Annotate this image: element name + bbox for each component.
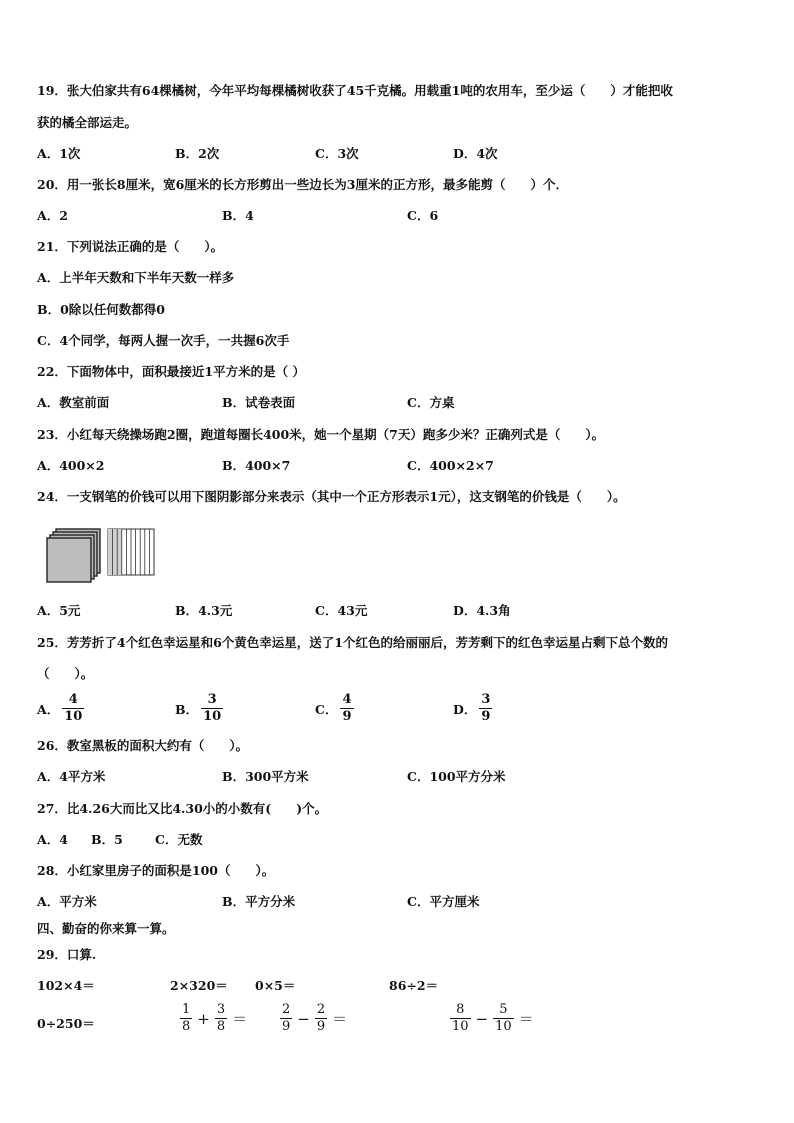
calc-item: 0×5＝ bbox=[255, 978, 296, 993]
q25-option-b[interactable] bbox=[175, 692, 226, 725]
q23-option-c[interactable]: C．400×2×7 bbox=[407, 458, 494, 473]
equals: ＝ bbox=[332, 1010, 348, 1028]
calc-item: 86÷2＝ bbox=[389, 978, 439, 993]
fraction bbox=[450, 1002, 471, 1035]
q24-options bbox=[37, 602, 757, 620]
fraction bbox=[493, 1002, 514, 1035]
q24-option-b[interactable]: B．4.3元 bbox=[175, 603, 233, 618]
fraction bbox=[315, 1002, 327, 1035]
fraction-denominator: 10 bbox=[64, 709, 83, 724]
fraction-numerator: 1 bbox=[182, 1002, 191, 1017]
fraction-numerator: 2 bbox=[316, 1002, 326, 1017]
q28-text: 28．小红家里房子的面积是100（ ）。 bbox=[37, 863, 275, 878]
q19-text-line2: 获的橘全部运走。 bbox=[37, 115, 138, 130]
q21-option-c[interactable]: C．4个同学，每两人握一次手，一共握6次手 bbox=[37, 333, 290, 348]
calc-fraction-expression bbox=[277, 1002, 349, 1035]
operator: + bbox=[197, 1009, 210, 1028]
tenths-strips bbox=[108, 529, 154, 575]
q22-options bbox=[37, 394, 757, 412]
calc-fraction-expression bbox=[447, 1002, 536, 1035]
q22-option-a[interactable]: A．教室前面 bbox=[37, 395, 110, 410]
fraction-numerator: 5 bbox=[499, 1002, 508, 1017]
q27-option-c[interactable]: C．无数 bbox=[155, 832, 203, 847]
q22-option-b[interactable]: B．试卷表面 bbox=[222, 395, 296, 410]
q24-shaded-squares-figure bbox=[45, 528, 160, 586]
q20-option-a[interactable]: A．2 bbox=[37, 208, 68, 223]
q25-option-d[interactable] bbox=[453, 692, 495, 725]
fraction-numerator: 4 bbox=[342, 692, 352, 707]
q19-option-a[interactable]: A．1次 bbox=[37, 146, 81, 161]
fraction-numerator: 3 bbox=[481, 692, 491, 707]
section-heading: 四、勤奋的你来算一算。 bbox=[37, 921, 175, 936]
q29-row1 bbox=[37, 976, 757, 996]
q26-option-a[interactable]: A．4平方米 bbox=[37, 769, 106, 784]
q25-option-a-fraction bbox=[62, 692, 84, 725]
q24-option-a[interactable]: A．5元 bbox=[37, 603, 81, 618]
q25-option-a[interactable] bbox=[37, 692, 87, 725]
fraction-numerator: 2 bbox=[282, 1002, 291, 1017]
q20-option-c[interactable]: C．6 bbox=[407, 208, 439, 223]
fraction-denominator: 10 bbox=[495, 1019, 512, 1034]
q21-option-b[interactable]: B．0除以任何数都得0 bbox=[37, 302, 165, 317]
q22-text: 22．下面物体中，面积最接近1平方米的是（ ） bbox=[37, 364, 305, 379]
q25-options bbox=[37, 692, 757, 732]
fraction bbox=[180, 1002, 192, 1035]
q19-option-b[interactable]: B．2次 bbox=[175, 146, 220, 161]
fraction-denominator: 9 bbox=[481, 709, 491, 724]
fraction-denominator: 8 bbox=[216, 1019, 226, 1034]
q26-text: 26．教室黑板的面积大约有（ ）。 bbox=[37, 738, 249, 753]
q25-option-d-label: D． bbox=[453, 701, 477, 717]
fraction-denominator: 8 bbox=[182, 1019, 191, 1034]
q22-option-c[interactable]: C．方桌 bbox=[407, 395, 455, 410]
equals: ＝ bbox=[232, 1010, 248, 1028]
q24-option-c[interactable]: C．43元 bbox=[315, 603, 368, 618]
q25-option-b-fraction bbox=[201, 692, 223, 725]
q24-option-d[interactable]: D．4.3角 bbox=[453, 603, 511, 618]
q21-option-a[interactable]: A．上半年天数和下半年天数一样多 bbox=[37, 270, 235, 285]
q19-options bbox=[37, 145, 757, 163]
q25-text-line2: （ ）。 bbox=[37, 666, 94, 681]
stacked-unit-squares bbox=[47, 529, 100, 582]
calc-item: 0÷250＝ bbox=[37, 1016, 95, 1031]
q25-option-c[interactable] bbox=[315, 692, 357, 725]
q21-text: 21．下列说法正确的是（ ）。 bbox=[37, 239, 224, 254]
calc-item: 2×320＝ bbox=[170, 978, 228, 993]
fraction-denominator: 9 bbox=[282, 1019, 291, 1034]
q29-row2 bbox=[37, 1002, 757, 1044]
fraction-numerator: 3 bbox=[216, 1002, 226, 1017]
q23-options bbox=[37, 457, 757, 475]
q27-options bbox=[37, 831, 757, 849]
calc-item: 102×4＝ bbox=[37, 978, 95, 993]
q26-option-c[interactable]: C．100平方分米 bbox=[407, 769, 506, 784]
fraction-numerator: 3 bbox=[207, 692, 217, 707]
q20-option-b[interactable]: B．4 bbox=[222, 208, 254, 223]
q27-option-b[interactable]: B．5 bbox=[91, 832, 123, 847]
q25-option-d-fraction bbox=[479, 692, 492, 725]
fraction-denominator: 9 bbox=[342, 709, 352, 724]
q24-text: 24．一支钢笔的价钱可以用下图阴影部分来表示（其中一个正方形表示1元），这支钢笔的价钱是（ ）。 bbox=[37, 489, 626, 504]
q28-option-a[interactable]: A．平方米 bbox=[37, 894, 97, 909]
q28-options bbox=[37, 893, 757, 911]
q20-text: 20．用一张长8厘米，宽6厘米的长方形剪出一些边长为3厘米的正方形，最多能剪（ ）个． bbox=[37, 177, 568, 192]
fraction-denominator: 10 bbox=[203, 709, 222, 724]
q26-options bbox=[37, 768, 757, 786]
q29-text: 29．口算. bbox=[37, 947, 97, 962]
operator: − bbox=[297, 1009, 310, 1028]
q25-text-line1: 25．芳芳折了4个红色幸运星和6个黄色幸运星，送了1个红色的给丽丽后，芳芳剩下的红色幸运星占剩下总个数的 bbox=[37, 635, 668, 650]
equals: ＝ bbox=[518, 1010, 534, 1028]
q25-option-a-label: A． bbox=[37, 701, 60, 717]
q26-option-b[interactable]: B．300平方米 bbox=[222, 769, 309, 784]
fraction bbox=[280, 1002, 292, 1035]
q28-option-b[interactable]: B．平方分米 bbox=[222, 894, 296, 909]
q28-option-c[interactable]: C．平方厘米 bbox=[407, 894, 480, 909]
q27-option-a[interactable]: A．4 bbox=[37, 832, 68, 847]
fraction-denominator: 10 bbox=[452, 1019, 469, 1034]
calc-fraction-expression bbox=[177, 1002, 249, 1035]
operator: − bbox=[475, 1009, 489, 1028]
q25-option-b-label: B． bbox=[175, 701, 199, 717]
q23-text: 23．小红每天绕操场跑2圈，跑道每圈长400米，她一个星期（7天）跑多少米？正确列式是（ ）。 bbox=[37, 427, 605, 442]
q19-option-c[interactable]: C．3次 bbox=[315, 146, 359, 161]
q23-option-b[interactable]: B．400×7 bbox=[222, 458, 291, 473]
q20-options bbox=[37, 207, 757, 225]
q19-option-d[interactable]: D．4次 bbox=[453, 146, 498, 161]
q25-option-c-label: C． bbox=[315, 701, 338, 717]
fraction bbox=[215, 1002, 227, 1035]
q23-option-a[interactable]: A．400×2 bbox=[37, 458, 105, 473]
q24-figure bbox=[45, 528, 160, 589]
q25-option-c-fraction bbox=[340, 692, 353, 725]
fraction-denominator: 9 bbox=[316, 1019, 326, 1034]
q27-text: 27．比4.26大而比又比4.30小的小数有( )个。 bbox=[37, 801, 328, 816]
fraction-numerator: 4 bbox=[68, 692, 78, 707]
q19-text-line1: 19．张大伯家共有64棵橘树，今年平均每棵橘树收获了45千克橘。用载重1吨的农用车，至少运（ ）才能把收 bbox=[37, 83, 673, 98]
fraction-numerator: 8 bbox=[456, 1002, 465, 1017]
